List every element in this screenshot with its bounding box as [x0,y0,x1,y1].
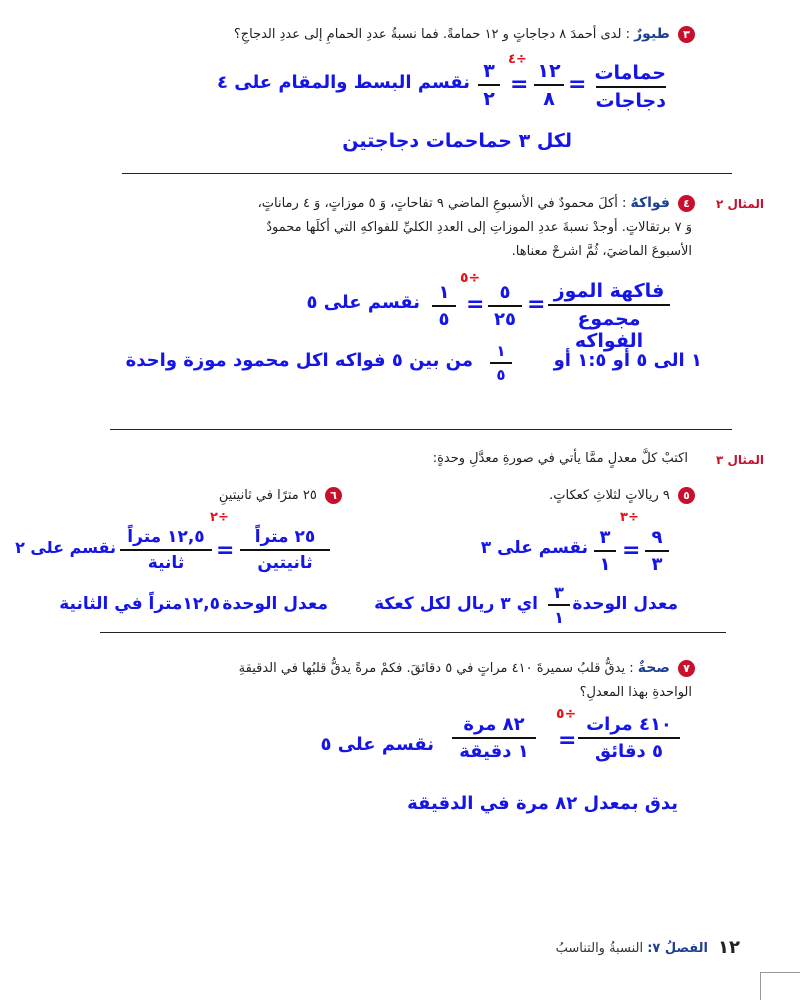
q6-fraction-given: ٢٥ متراً ثانيتين [240,527,330,573]
divider [122,173,732,174]
q3-division-mark: ÷٤ [508,52,527,67]
example2-division-note: نقسم على ٥ [306,292,420,313]
q6-unit-text: ١٢,٥متراً في الثانية [59,594,220,614]
q5-unit-fraction: ٣ ١ [548,583,570,627]
q6-division-mark: ÷٢ [210,510,229,525]
q5-division-note: نقسم على ٣ [480,538,588,558]
question-number: ٦ [325,487,342,504]
question-colon: : [625,661,634,676]
question-6 [219,487,342,504]
chapter-label: الفصلُ ٧: [647,941,708,956]
divider [100,632,726,633]
question-keyword: طيورٌ [634,26,670,42]
example2-fraction-simplified: ١ ٥ [432,282,456,330]
q7-division-note: نقسم على ٥ [320,734,434,755]
question-line-3: الأسبوعَ الماضيَ، ثُمَّ اشرحْ معناها. [511,244,692,259]
question-line-1: أكلَ محمودٌ في الأسبوعِ الماضي ٩ تفاحاتٍ، وَ ٥ موزاتٍ، وَ ٤ رماناتٍ، [257,196,618,211]
example2-answer-a: ١ الى ٥ أو ١:٥ أو [553,350,702,371]
example2-division-mark: ÷٥ [460,270,481,286]
q7-fraction-given: ٤١٠ مرات ٥ دقائق [578,714,680,762]
question-number: ٧ [678,660,695,677]
example2-answer-fraction: ١ ٥ [490,342,512,384]
chapter-footer [556,941,708,956]
q5-fraction-unit: ٣ ١ [594,527,616,575]
q5-equals: = [622,538,641,563]
question-number: ٥ [678,487,695,504]
q3-fraction-numbers: ١٢ ٨ [534,60,564,110]
q3-fraction-words: حمامات دجاجات [594,62,666,112]
question-line-2: الواحدةِ بهذا المعدلِ؟ [579,685,692,700]
chapter-title: النسبةُ والتناسبُ [555,941,644,956]
question-text: لدى أحمدَ ٨ دجاجاتٍ و ١٢ حمامةً. فما نسبةُ عددِ الحمامِ إلى عددِ الدجاجِ؟ [233,27,622,42]
q5-division-mark: ÷٣ [620,510,639,525]
question-text: ٢٥ مترًا في ثانيتينِ [218,488,317,503]
example3-instruction: اكتبْ كلَّ معدلٍ ممَّا يأتي في صورةِ معدَّلِ وحدةٍ: [432,451,688,466]
q3-answer: لكل ٣ حماحمات دجاجتين [342,130,572,152]
q3-equals-2: = [510,72,529,97]
q5-unit-text: اي ٣ ريال لكل كعكة [374,594,538,614]
q7-fraction-unit: ٨٢ مرة ١ دقيقة [452,714,536,762]
q5-fraction-given: ٩ ٣ [645,527,669,575]
question-colon: : [617,196,627,211]
page-number: ١٢ [718,937,740,958]
example2-fraction-numbers: ٥ ٢٥ [488,282,522,330]
q7-division-mark: ÷٥ [556,706,577,722]
question-colon: : [621,27,630,42]
question-3 [234,26,695,43]
q3-fraction-simplified: ٣ ٢ [478,60,500,110]
divider [110,429,732,430]
question-number: ٤ [678,195,695,212]
question-line-1: يدقُّ قلبُ سميرةَ ٤١٠ مراتٍ في ٥ دقائقَ. فكمْ مرةً يدقُّ قلبُها في الدقيقةِ [238,661,626,676]
q6-equals: = [216,538,235,563]
example2-equals-2: = [466,292,485,317]
q6-unit-label: معدل الوحدة [222,594,328,614]
q6-division-note: نقسم على ٢ [15,538,116,557]
question-line-2: وَ ٧ برتقالاتٍ. أوجدْ نسبةَ عددِ الموزاتِ إلى العددِ الكليِّ للفواكهِ التي أكلَها محمودٌ [266,220,692,235]
question-4 [258,195,695,212]
q3-division-note: نقسم البسط والمقام على ٤ [216,72,470,93]
example2-answer-b: من بين ٥ فواكه اكل محمود موزة واحدة [125,350,473,371]
question-keyword: صحةٌ [637,660,670,676]
question-text: ٩ ريالاتٍ لثلاثِ كعكاتٍ. [549,488,670,503]
example2-fraction-words: فاكهة الموز مجموع الفواكه [548,280,670,352]
example-label: المثال ٣ [716,453,764,467]
question-7 [239,660,695,677]
question-keyword: فواكهُ [630,195,670,211]
footer-rule [760,972,761,1000]
q7-answer: يدق بمعدل ٨٢ مرة في الدقيقة [407,793,678,814]
question-number: ٣ [678,26,695,43]
q3-equals-1: = [568,72,587,97]
q5-unit-label: معدل الوحدة [572,594,678,614]
example-label: المثال ٢ [716,197,764,211]
question-5 [549,487,695,504]
q7-equals: = [558,728,577,753]
footer-rule [760,972,800,973]
q6-fraction-unit: ١٢,٥ متراً ثانية [120,527,212,573]
example2-equals-1: = [527,292,546,317]
